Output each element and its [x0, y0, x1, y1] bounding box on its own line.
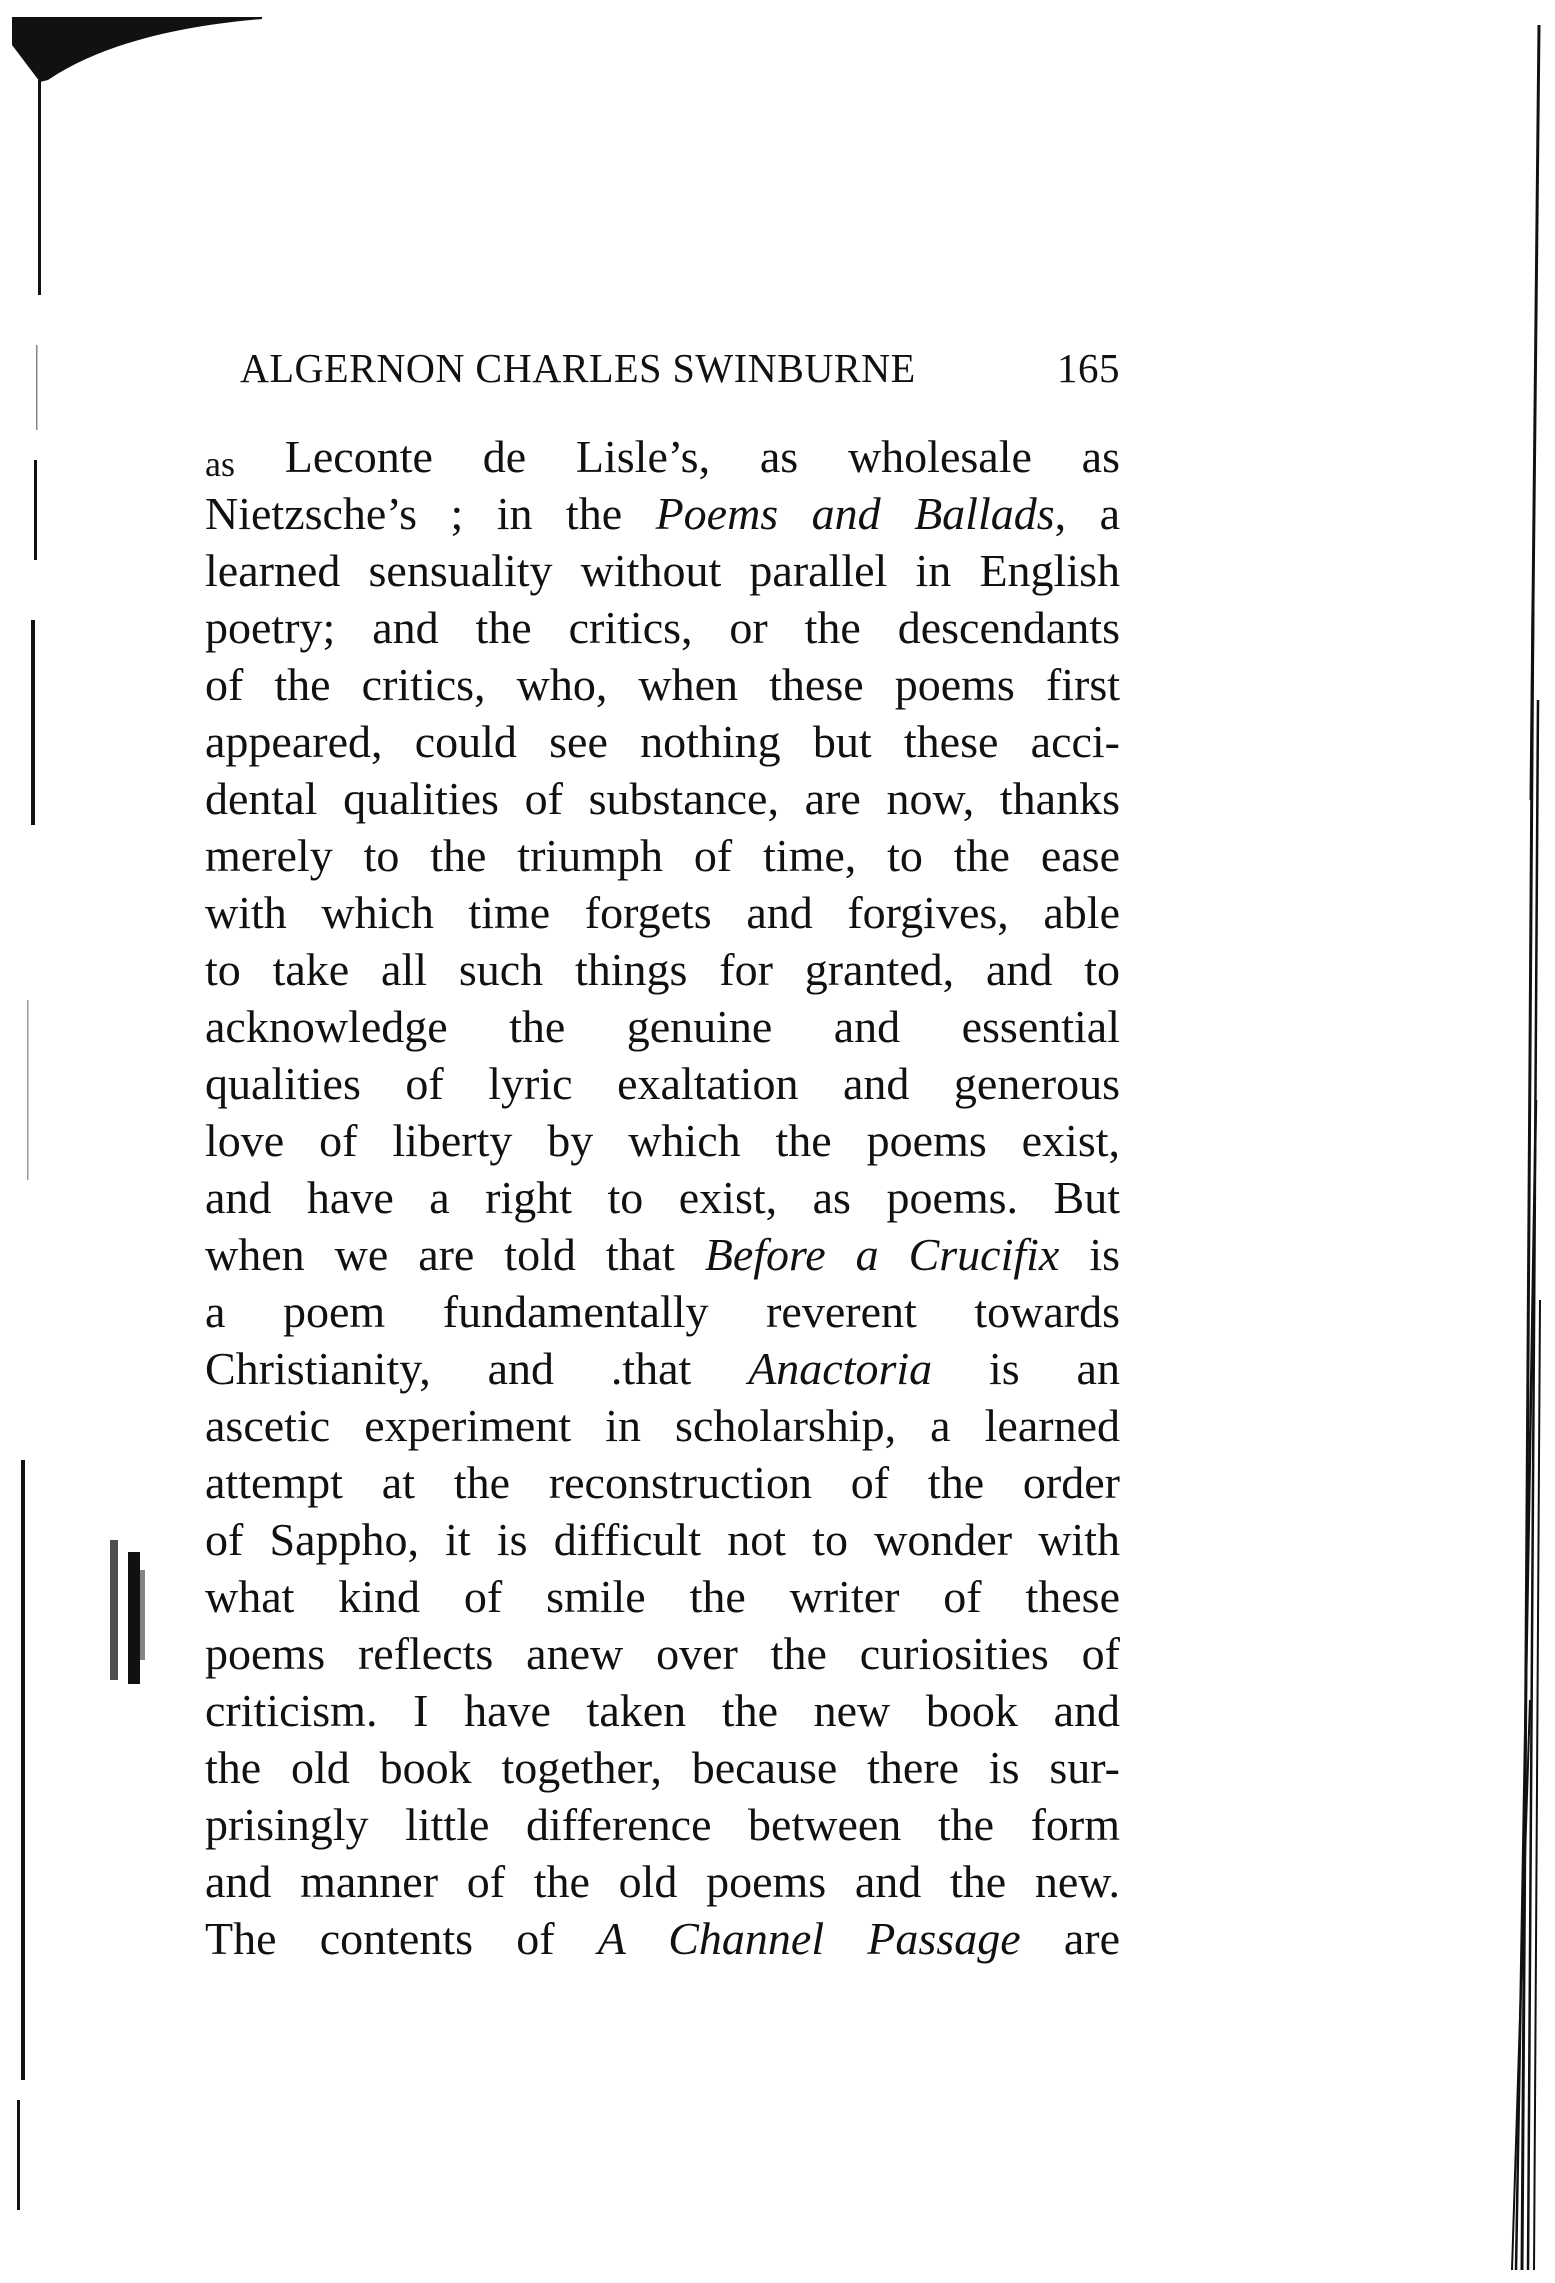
- right-page-edges: [1500, 0, 1555, 2283]
- italic-title: Poems and Ballads: [655, 488, 1055, 539]
- text-line: [205, 827, 1120, 884]
- italic-title: Anactoria: [748, 1343, 933, 1394]
- text-line: [205, 713, 1120, 770]
- text-run: merely to the triumph of time, to the ease: [205, 830, 1120, 881]
- text-line: [205, 1340, 1120, 1397]
- left-edge-rule: [0, 340, 60, 2283]
- text-line: [205, 485, 1120, 542]
- text-line: [205, 1454, 1120, 1511]
- text-line: [205, 1055, 1120, 1112]
- text-line: [205, 941, 1120, 998]
- text-run: dental qualities of substance, are now, thanks: [205, 773, 1120, 824]
- text-line: [205, 1226, 1120, 1283]
- text-run: and manner of the old poems and the new.: [205, 1856, 1120, 1907]
- text-run: poetry; and the critics, or the descendants: [205, 602, 1120, 653]
- text-line: [205, 428, 1120, 485]
- text-run: is: [1059, 1229, 1120, 1280]
- italic-title: A Channel Passage: [597, 1913, 1021, 1964]
- text-run: , a: [1054, 488, 1120, 539]
- text-run: prisingly little difference between the form: [205, 1799, 1120, 1850]
- italic-title: Before a Crucifix: [704, 1229, 1060, 1280]
- scan-corner-artifact: [0, 0, 300, 320]
- text-run: to take all such things for granted, and to: [205, 944, 1120, 995]
- text-line: [205, 1910, 1120, 1967]
- text-run: what kind of smile the writer of these: [205, 1571, 1120, 1622]
- text-line: [205, 599, 1120, 656]
- margin-ink-smudge: [100, 1530, 160, 1700]
- text-run: Christianity, and .that: [205, 1343, 749, 1394]
- text-line: [205, 1682, 1120, 1739]
- text-run: attempt at the reconstruction of the order: [205, 1457, 1120, 1508]
- text-line: [205, 1853, 1120, 1910]
- text-run: The contents of: [205, 1913, 598, 1964]
- text-run: criticism. I have taken the new book and: [205, 1685, 1120, 1736]
- text-run: the old book together, because there is sur-: [205, 1742, 1120, 1793]
- text-line: [205, 1739, 1120, 1796]
- text-run: of the critics, who, when these poems first: [205, 659, 1120, 710]
- text-run: is an: [932, 1343, 1120, 1394]
- text-run: love of liberty by which the poems exist,: [205, 1115, 1120, 1166]
- body-text: [205, 428, 1120, 1967]
- text-run: learned sensuality without parallel in English: [205, 545, 1120, 596]
- text-line: [205, 1397, 1120, 1454]
- text-run: a poem fundamentally reverent towards: [205, 1286, 1120, 1337]
- text-run: appeared, could see nothing but these acci-: [205, 716, 1120, 767]
- text-line: [205, 1796, 1120, 1853]
- text-line: [205, 884, 1120, 941]
- text-run: poems reflects anew over the curiosities of: [205, 1628, 1120, 1679]
- text-run: Leconte de Lisle’s, as wholesale as: [235, 431, 1120, 482]
- text-line: [205, 770, 1120, 827]
- text-run: are: [1020, 1913, 1120, 1964]
- text-line: [205, 542, 1120, 599]
- page-number: 165: [1057, 345, 1120, 391]
- text-run: ascetic experiment in scholarship, a learned: [205, 1400, 1120, 1451]
- text-line: [205, 1511, 1120, 1568]
- text-line: [205, 1169, 1120, 1226]
- text-run: and have a right to exist, as poems. But: [205, 1172, 1120, 1223]
- text-run: acknowledge the genuine and essential: [205, 1001, 1120, 1052]
- text-run: with which time forgets and forgives, able: [205, 887, 1120, 938]
- text-run: when we are told that: [205, 1229, 705, 1280]
- running-head: [240, 340, 1120, 396]
- text-line: [205, 998, 1120, 1055]
- text-line: [205, 1112, 1120, 1169]
- text-line: [205, 1625, 1120, 1682]
- text-line: [205, 1568, 1120, 1625]
- text-run: qualities of lyric exaltation and generous: [205, 1058, 1120, 1109]
- text-run: of Sappho, it is difficult not to wonder with: [205, 1514, 1120, 1565]
- text-run: as: [205, 444, 235, 484]
- text-line: [205, 1283, 1120, 1340]
- running-head-title: ALGERNON CHARLES SWINBURNE: [240, 345, 916, 391]
- text-run: Nietzsche’s ; in the: [205, 488, 656, 539]
- text-line: [205, 656, 1120, 713]
